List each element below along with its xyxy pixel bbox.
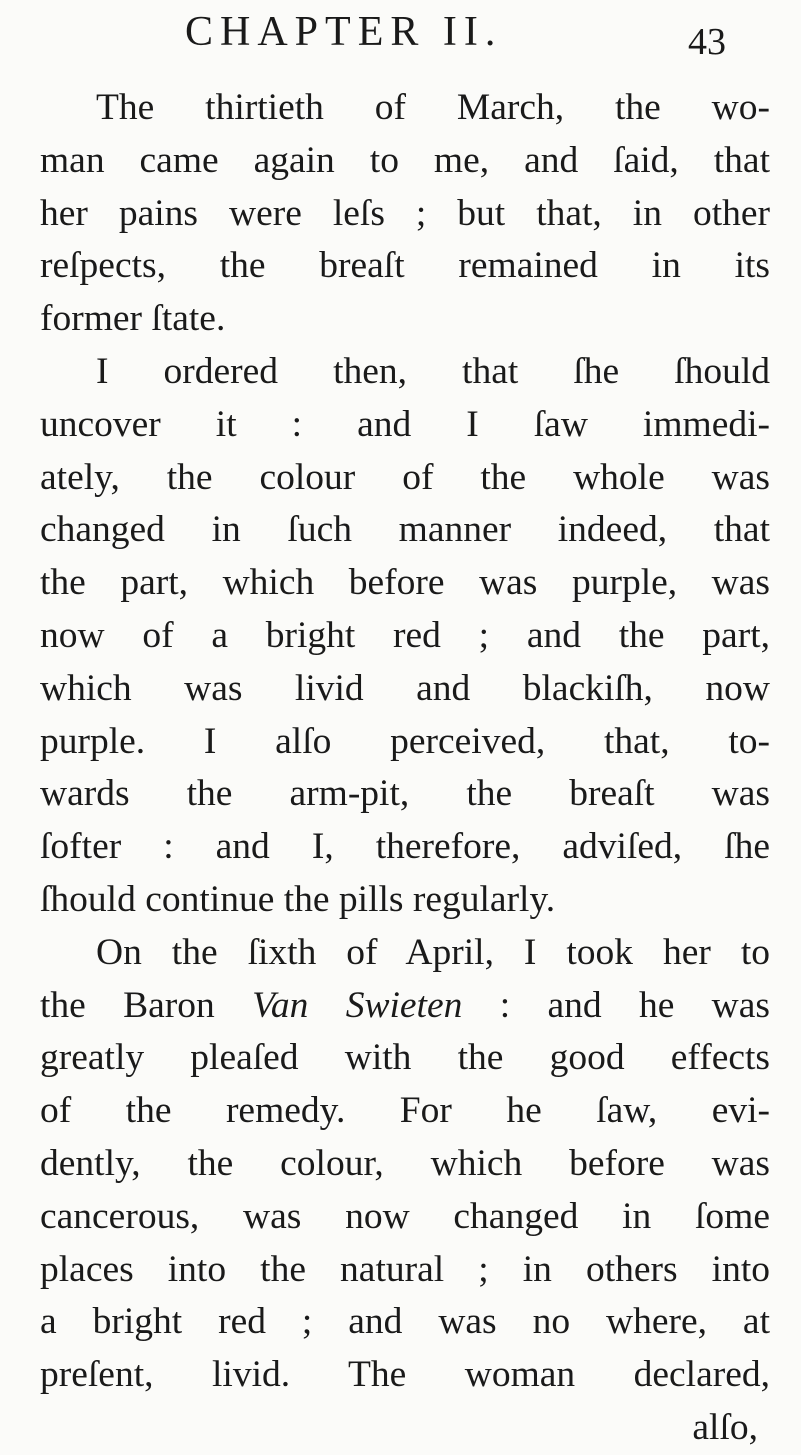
text-line: now of a bright red ; and the part, — [40, 614, 770, 656]
text-line: On the ſixth of April, I took her to — [96, 931, 770, 973]
text-line: her pains were leſs ; but that, in other — [40, 192, 770, 234]
text-line: of the remedy. For he ſaw, evi- — [40, 1090, 770, 1132]
text-run: the Baron — [40, 984, 253, 1026]
text-line: preſent, livid. The woman declared, — [40, 1354, 770, 1396]
text-line: former ſtate. — [40, 298, 226, 340]
text-line: man came again to me, and ſaid, that — [40, 139, 770, 181]
text-line: dently, the colour, which before was — [40, 1142, 770, 1184]
text-line: greatly pleaſed with the good effects — [40, 1037, 770, 1079]
body-text — [40, 82, 770, 1455]
text-line: The thirtieth of March, the wo- — [96, 87, 770, 128]
running-head — [0, 6, 801, 62]
text-line — [40, 980, 770, 1033]
text-line: purple. I alſo perceived, that, to- — [40, 720, 770, 762]
italic-name: Van Swieten — [252, 984, 463, 1026]
catchword: alſo, — [692, 1406, 758, 1448]
text-line: ſhould continue the pills regularly. — [40, 878, 556, 920]
text-line: I ordered then, that ſhe ſhould — [96, 350, 770, 392]
page-number: 43 — [688, 21, 726, 63]
text-line: ſofter : and I, therefore, adviſed, ſhe — [40, 826, 770, 868]
text-run: : and he was — [462, 984, 770, 1026]
text-line: wards the arm-pit, the breaſt was — [40, 773, 770, 815]
text-line: places into the natural ; in others into — [40, 1248, 770, 1290]
text-line: which was livid and blackiſh, now — [40, 667, 770, 709]
text-line: cancerous, was now changed in ſome — [40, 1195, 770, 1237]
text-line: ately, the colour of the whole was — [40, 456, 770, 498]
text-line: changed in ſuch manner indeed, that — [40, 509, 770, 551]
text-line: reſpects, the breaſt remained in its — [40, 245, 770, 287]
text-line: uncover it : and I ſaw immedi- — [40, 403, 770, 445]
text-line: a bright red ; and was no where, at — [40, 1301, 770, 1343]
chapter-heading: CHAPTER II. — [185, 9, 503, 55]
text-line: the part, which before was purple, was — [40, 562, 770, 604]
